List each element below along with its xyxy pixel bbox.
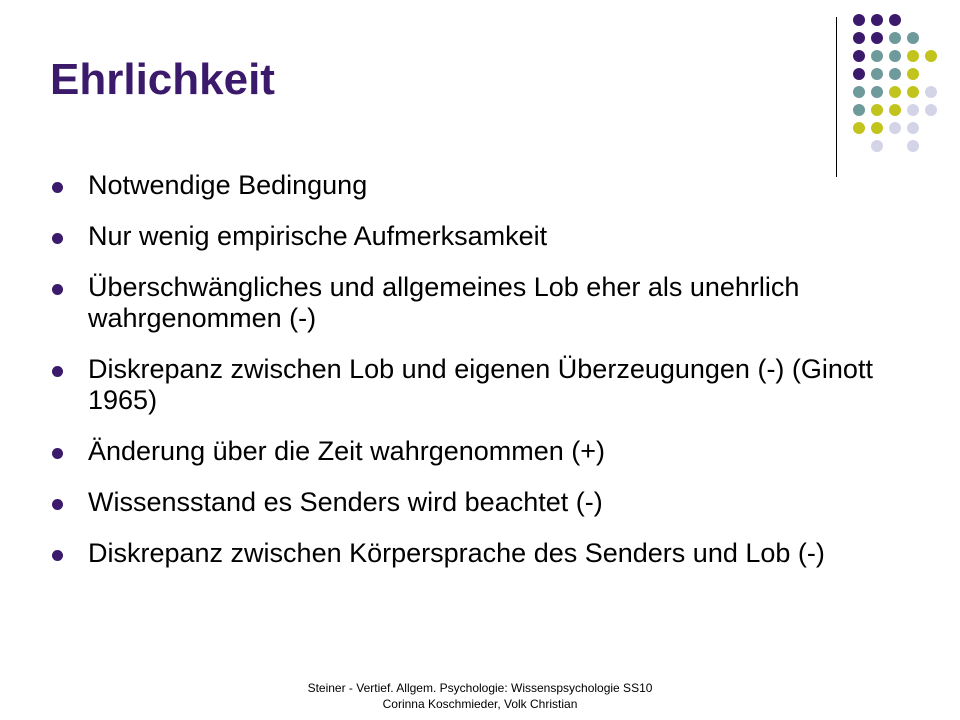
bullet-point-icon bbox=[52, 182, 63, 193]
decorative-dot-lavender bbox=[907, 104, 919, 116]
decorative-dot-purple bbox=[871, 14, 883, 26]
bullet-text: Diskrepanz zwischen Lob und eigenen Überzeugungen (-) (Ginott 1965) bbox=[88, 354, 873, 415]
decorative-dot-teal bbox=[871, 68, 883, 80]
decorative-dot-lime bbox=[907, 68, 919, 80]
bullet-text: Änderung über die Zeit wahrgenommen (+) bbox=[88, 436, 606, 466]
bullet-text: Diskrepanz zwischen Körpersprache des Senders und Lob (-) bbox=[88, 538, 825, 568]
decorative-dot-lime bbox=[907, 50, 919, 62]
decorative-dot-lavender bbox=[925, 104, 937, 116]
bullet-point-icon bbox=[52, 284, 63, 295]
decorative-dot-lime bbox=[925, 50, 937, 62]
bullet-text: Wissensstand es Senders wird beachtet (-) bbox=[88, 487, 603, 517]
decorative-dot-teal bbox=[907, 32, 919, 44]
decorative-dot-lavender bbox=[925, 86, 937, 98]
decorative-dot-purple bbox=[853, 68, 865, 80]
bullet-item bbox=[48, 272, 898, 334]
decorative-dot-lavender bbox=[889, 122, 901, 134]
bullet-item bbox=[48, 436, 898, 467]
decorative-dot-lime bbox=[889, 86, 901, 98]
decorative-dot-lime bbox=[871, 104, 883, 116]
bullet-item bbox=[48, 354, 898, 416]
bullet-text: Nur wenig empirische Aufmerksamkeit bbox=[88, 221, 548, 251]
bullet-point-icon bbox=[52, 550, 63, 561]
bullet-item bbox=[48, 170, 898, 201]
footer-course-line: Steiner - Vertief. Allgem. Psychologie: Wissenspsychologie SS10 bbox=[307, 681, 653, 695]
bullet-text: Überschwängliches und allgemeines Lob eher als unehrlich wahrgenommen (-) bbox=[88, 272, 800, 333]
bullet-point-icon bbox=[52, 233, 63, 244]
decorative-dot-teal bbox=[871, 86, 883, 98]
bullet-list bbox=[48, 170, 898, 589]
decorative-dot-teal bbox=[853, 86, 865, 98]
bullet-item bbox=[48, 487, 898, 518]
slide-title: Ehrlichkeit bbox=[50, 55, 275, 104]
decorative-dot-purple bbox=[871, 32, 883, 44]
decorative-dot-purple bbox=[889, 14, 901, 26]
decorative-dot-lime bbox=[853, 122, 865, 134]
bullet-point-icon bbox=[52, 448, 63, 459]
decorative-dot-teal bbox=[853, 104, 865, 116]
decorative-dot-lavender bbox=[871, 140, 883, 152]
decorative-dot-purple bbox=[853, 32, 865, 44]
bullet-point-icon bbox=[52, 499, 63, 510]
decorative-dot-purple bbox=[853, 14, 865, 26]
decorative-dot-lavender bbox=[907, 140, 919, 152]
decorative-dot-teal bbox=[871, 50, 883, 62]
bullet-item bbox=[48, 538, 898, 569]
decorative-dot-teal bbox=[889, 68, 901, 80]
footer-authors-line: Corinna Koschmieder, Volk Christian bbox=[382, 697, 578, 711]
decorative-dot-lavender bbox=[907, 122, 919, 134]
decorative-dot-teal bbox=[889, 32, 901, 44]
bullet-point-icon bbox=[52, 366, 63, 377]
bullet-item bbox=[48, 221, 898, 252]
decorative-dot-purple bbox=[853, 50, 865, 62]
decorative-dot-lime bbox=[871, 122, 883, 134]
decorative-dot-teal bbox=[889, 50, 901, 62]
bullet-text: Notwendige Bedingung bbox=[88, 170, 368, 200]
decorative-dot-lime bbox=[889, 104, 901, 116]
decorative-dot-lime bbox=[907, 86, 919, 98]
